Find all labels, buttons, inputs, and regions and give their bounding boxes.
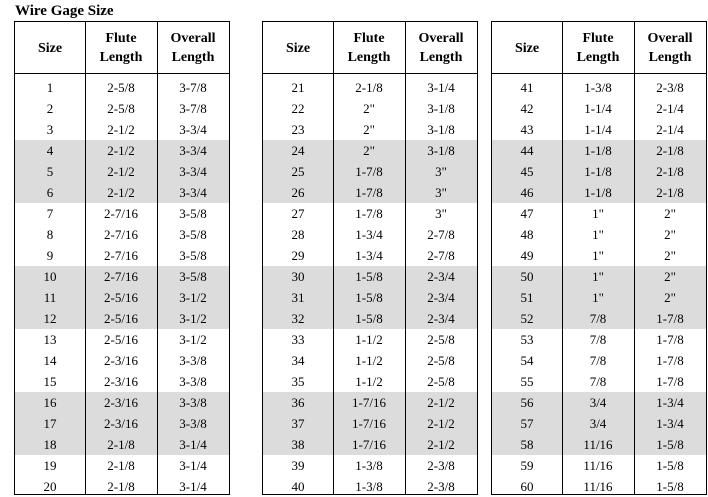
cell-flute: 1" bbox=[592, 269, 604, 284]
cell-flute: 1-1/8 bbox=[584, 143, 612, 158]
cell-flute: 1-1/2 bbox=[355, 332, 383, 347]
cell-size: 52 bbox=[520, 311, 534, 326]
cell-overall: 2-3/8 bbox=[427, 479, 455, 494]
cell-flute: 3/4 bbox=[589, 416, 607, 431]
cell-overall: 2-3/4 bbox=[427, 269, 455, 284]
cell-overall: 1-7/8 bbox=[656, 374, 684, 389]
header-flute: Flute Length bbox=[576, 31, 620, 65]
cell-size: 45 bbox=[520, 164, 534, 179]
cell-flute: 1" bbox=[592, 227, 604, 242]
cell-overall: 3-3/8 bbox=[179, 374, 207, 389]
cell-flute: 1-7/8 bbox=[355, 164, 383, 179]
table-row bbox=[263, 119, 477, 140]
cell-overall: 3-1/4 bbox=[427, 80, 455, 95]
table-row bbox=[263, 77, 477, 98]
cell-size: 20 bbox=[43, 479, 57, 494]
cell-flute: 1-5/8 bbox=[355, 290, 383, 305]
cell-size: 40 bbox=[291, 479, 305, 494]
cell-overall: 2-1/4 bbox=[656, 101, 684, 116]
table-row bbox=[492, 476, 706, 497]
table-row bbox=[492, 329, 706, 350]
cell-size: 5 bbox=[46, 164, 54, 179]
table-row bbox=[15, 245, 229, 266]
cell-flute: 2-1/8 bbox=[107, 458, 135, 473]
cell-overall: 2-1/8 bbox=[656, 164, 684, 179]
cell-overall: 2-7/8 bbox=[427, 248, 455, 263]
table-title: Wire Gage Size bbox=[15, 3, 114, 19]
cell-overall: 2-1/2 bbox=[427, 437, 455, 452]
cell-size: 28 bbox=[291, 227, 305, 242]
cell-flute: 1-7/16 bbox=[352, 437, 386, 452]
table-row bbox=[263, 161, 477, 182]
cell-size: 38 bbox=[291, 437, 305, 452]
table-row bbox=[492, 455, 706, 476]
cell-size: 39 bbox=[291, 458, 305, 473]
cell-size: 51 bbox=[520, 290, 534, 305]
header-size: Size bbox=[285, 40, 311, 56]
table-row bbox=[263, 140, 477, 161]
table-row bbox=[15, 77, 229, 98]
cell-flute: 1-1/8 bbox=[584, 164, 612, 179]
column-divider bbox=[405, 22, 406, 494]
cell-flute: 2-7/16 bbox=[104, 269, 138, 284]
cell-flute: 1-3/8 bbox=[355, 479, 383, 494]
cell-size: 27 bbox=[291, 206, 305, 221]
cell-overall: 2-1/4 bbox=[656, 122, 684, 137]
cell-overall: 2-3/4 bbox=[427, 290, 455, 305]
cell-size: 7 bbox=[46, 206, 54, 221]
table-row bbox=[492, 182, 706, 203]
cell-flute: 2-1/2 bbox=[107, 143, 135, 158]
table-row bbox=[492, 371, 706, 392]
table-row bbox=[263, 266, 477, 287]
table-row bbox=[492, 392, 706, 413]
cell-size: 57 bbox=[520, 416, 534, 431]
cell-flute: 2-1/2 bbox=[107, 122, 135, 137]
header-overall: Overall Length bbox=[647, 31, 693, 65]
cell-overall: 3-1/4 bbox=[179, 479, 207, 494]
cell-flute: 11/16 bbox=[583, 458, 613, 473]
table-row bbox=[15, 476, 229, 497]
cell-overall: 3-7/8 bbox=[179, 101, 207, 116]
cell-flute: 1-3/8 bbox=[584, 80, 612, 95]
table-row bbox=[15, 161, 229, 182]
cell-flute: 1-7/16 bbox=[352, 395, 386, 410]
cell-overall: 2-3/8 bbox=[656, 80, 684, 95]
table-row bbox=[263, 182, 477, 203]
cell-flute: 1" bbox=[592, 290, 604, 305]
table-row bbox=[492, 413, 706, 434]
size-table-3 bbox=[491, 21, 707, 495]
cell-flute: 1" bbox=[592, 248, 604, 263]
cell-size: 56 bbox=[520, 395, 534, 410]
cell-flute: 1-1/4 bbox=[584, 122, 612, 137]
cell-flute: 1-1/8 bbox=[584, 185, 612, 200]
table-row bbox=[263, 245, 477, 266]
table-row bbox=[263, 287, 477, 308]
cell-overall: 2-1/8 bbox=[656, 143, 684, 158]
cell-flute: 1-3/4 bbox=[355, 227, 383, 242]
cell-overall: 3-7/8 bbox=[179, 80, 207, 95]
table-header bbox=[263, 22, 477, 74]
table-row bbox=[15, 98, 229, 119]
cell-overall: 1-3/4 bbox=[656, 416, 684, 431]
cell-overall: 3-3/4 bbox=[179, 143, 207, 158]
cell-size: 44 bbox=[520, 143, 534, 158]
cell-size: 9 bbox=[46, 248, 54, 263]
cell-size: 2 bbox=[46, 101, 54, 116]
table-row bbox=[492, 350, 706, 371]
cell-size: 37 bbox=[291, 416, 305, 431]
cell-overall: 3-5/8 bbox=[179, 269, 207, 284]
cell-overall: 3-3/4 bbox=[179, 164, 207, 179]
cell-overall: 2-5/8 bbox=[427, 374, 455, 389]
cell-overall: 2" bbox=[664, 227, 676, 242]
cell-size: 32 bbox=[291, 311, 305, 326]
cell-size: 18 bbox=[43, 437, 57, 452]
cell-flute: 1-7/8 bbox=[355, 206, 383, 221]
cell-size: 29 bbox=[291, 248, 305, 263]
cell-size: 30 bbox=[291, 269, 305, 284]
cell-overall: 3-3/4 bbox=[179, 122, 207, 137]
table-row bbox=[15, 203, 229, 224]
cell-flute: 2" bbox=[363, 101, 375, 116]
table-row bbox=[15, 413, 229, 434]
cell-flute: 1-3/8 bbox=[355, 458, 383, 473]
cell-flute: 2-5/16 bbox=[104, 332, 138, 347]
table-row bbox=[15, 182, 229, 203]
cell-flute: 1-1/4 bbox=[584, 101, 612, 116]
table-row bbox=[15, 266, 229, 287]
table-row bbox=[15, 308, 229, 329]
table-row bbox=[15, 392, 229, 413]
cell-overall: 2-1/2 bbox=[427, 395, 455, 410]
cell-flute: 2-3/16 bbox=[104, 416, 138, 431]
cell-flute: 1-3/4 bbox=[355, 248, 383, 263]
table-row bbox=[15, 455, 229, 476]
cell-overall: 3" bbox=[435, 206, 447, 221]
cell-size: 35 bbox=[291, 374, 305, 389]
table-row bbox=[263, 392, 477, 413]
cell-size: 33 bbox=[291, 332, 305, 347]
cell-flute: 1-1/2 bbox=[355, 353, 383, 368]
cell-overall: 1-7/8 bbox=[656, 311, 684, 326]
table-row bbox=[15, 287, 229, 308]
cell-flute: 2-5/8 bbox=[107, 80, 135, 95]
cell-overall: 2-5/8 bbox=[427, 332, 455, 347]
table-row bbox=[263, 224, 477, 245]
cell-overall: 2" bbox=[664, 206, 676, 221]
cell-overall: 1-5/8 bbox=[656, 458, 684, 473]
cell-flute: 1-5/8 bbox=[355, 311, 383, 326]
header-flute: Flute Length bbox=[99, 31, 143, 65]
table-row bbox=[263, 203, 477, 224]
cell-overall: 3-5/8 bbox=[179, 227, 207, 242]
header-size: Size bbox=[514, 40, 540, 56]
cell-overall: 3-1/8 bbox=[427, 143, 455, 158]
cell-overall: 2-1/8 bbox=[656, 185, 684, 200]
table-row bbox=[492, 224, 706, 245]
cell-flute: 1-7/8 bbox=[355, 185, 383, 200]
cell-flute: 2-7/16 bbox=[104, 206, 138, 221]
header-flute: Flute Length bbox=[347, 31, 391, 65]
table-row bbox=[263, 350, 477, 371]
cell-flute: 1-7/16 bbox=[352, 416, 386, 431]
table-row bbox=[492, 161, 706, 182]
cell-overall: 3" bbox=[435, 164, 447, 179]
cell-flute: 1-1/2 bbox=[355, 374, 383, 389]
cell-flute: 1-5/8 bbox=[355, 269, 383, 284]
cell-overall: 3-1/2 bbox=[179, 332, 207, 347]
cell-flute: 2-3/16 bbox=[104, 395, 138, 410]
table-row bbox=[263, 371, 477, 392]
cell-size: 48 bbox=[520, 227, 534, 242]
table-row bbox=[263, 455, 477, 476]
cell-overall: 3-1/4 bbox=[179, 458, 207, 473]
cell-size: 12 bbox=[43, 311, 57, 326]
cell-flute: 1" bbox=[592, 206, 604, 221]
cell-overall: 3-1/2 bbox=[179, 311, 207, 326]
cell-size: 36 bbox=[291, 395, 305, 410]
cell-overall: 2" bbox=[664, 290, 676, 305]
cell-flute: 7/8 bbox=[589, 311, 607, 326]
cell-size: 15 bbox=[43, 374, 57, 389]
column-divider bbox=[333, 22, 334, 494]
table-row bbox=[492, 287, 706, 308]
table-row bbox=[15, 119, 229, 140]
cell-overall: 1-3/4 bbox=[656, 395, 684, 410]
cell-size: 19 bbox=[43, 458, 57, 473]
cell-flute: 2" bbox=[363, 143, 375, 158]
cell-flute: 2-1/8 bbox=[355, 80, 383, 95]
table-row bbox=[492, 77, 706, 98]
cell-size: 14 bbox=[43, 353, 57, 368]
table-row bbox=[263, 329, 477, 350]
table-row bbox=[15, 224, 229, 245]
column-divider bbox=[157, 22, 158, 494]
cell-flute: 2-1/8 bbox=[107, 479, 135, 494]
header-overall: Overall Length bbox=[170, 31, 216, 65]
cell-size: 41 bbox=[520, 80, 534, 95]
table-row bbox=[492, 119, 706, 140]
size-table-2 bbox=[262, 21, 478, 495]
table-header bbox=[492, 22, 706, 74]
cell-size: 46 bbox=[520, 185, 534, 200]
cell-overall: 1-7/8 bbox=[656, 332, 684, 347]
cell-size: 49 bbox=[520, 248, 534, 263]
cell-flute: 2-1/2 bbox=[107, 164, 135, 179]
cell-size: 8 bbox=[46, 227, 54, 242]
cell-overall: 3-1/8 bbox=[427, 101, 455, 116]
cell-size: 31 bbox=[291, 290, 305, 305]
table-header bbox=[15, 22, 229, 74]
cell-size: 53 bbox=[520, 332, 534, 347]
cell-overall: 3-1/4 bbox=[179, 437, 207, 452]
table-row bbox=[15, 434, 229, 455]
cell-size: 42 bbox=[520, 101, 534, 116]
table-row bbox=[15, 371, 229, 392]
table-row bbox=[492, 245, 706, 266]
column-divider bbox=[634, 22, 635, 494]
table-row bbox=[263, 476, 477, 497]
cell-size: 22 bbox=[291, 101, 305, 116]
size-table-1 bbox=[14, 21, 230, 495]
table-row bbox=[263, 308, 477, 329]
table-row bbox=[492, 308, 706, 329]
cell-flute: 2-7/16 bbox=[104, 248, 138, 263]
cell-overall: 2" bbox=[664, 269, 676, 284]
table-row bbox=[492, 203, 706, 224]
table-row bbox=[15, 140, 229, 161]
cell-size: 59 bbox=[520, 458, 534, 473]
cell-size: 24 bbox=[291, 143, 305, 158]
header-size: Size bbox=[37, 40, 63, 56]
cell-size: 23 bbox=[291, 122, 305, 137]
cell-size: 50 bbox=[520, 269, 534, 284]
table-row bbox=[492, 140, 706, 161]
cell-size: 47 bbox=[520, 206, 534, 221]
cell-overall: 1-5/8 bbox=[656, 437, 684, 452]
cell-size: 1 bbox=[46, 80, 54, 95]
cell-size: 55 bbox=[520, 374, 534, 389]
header-overall: Overall Length bbox=[418, 31, 464, 65]
cell-flute: 2-3/16 bbox=[104, 353, 138, 368]
table-row bbox=[492, 98, 706, 119]
cell-size: 25 bbox=[291, 164, 305, 179]
table-row bbox=[15, 350, 229, 371]
cell-size: 60 bbox=[520, 479, 534, 494]
cell-size: 34 bbox=[291, 353, 305, 368]
cell-flute: 2-5/8 bbox=[107, 101, 135, 116]
cell-overall: 3-5/8 bbox=[179, 206, 207, 221]
table-row bbox=[263, 98, 477, 119]
column-divider bbox=[85, 22, 86, 494]
cell-size: 54 bbox=[520, 353, 534, 368]
cell-overall: 1-7/8 bbox=[656, 353, 684, 368]
cell-overall: 2-3/8 bbox=[427, 458, 455, 473]
table-row bbox=[492, 266, 706, 287]
cell-flute: 2-7/16 bbox=[104, 227, 138, 242]
cell-flute: 2-1/2 bbox=[107, 185, 135, 200]
cell-flute: 7/8 bbox=[589, 332, 607, 347]
cell-flute: 7/8 bbox=[589, 353, 607, 368]
cell-flute: 11/16 bbox=[583, 437, 613, 452]
cell-size: 43 bbox=[520, 122, 534, 137]
cell-overall: 3-3/8 bbox=[179, 416, 207, 431]
cell-flute: 2-5/16 bbox=[104, 311, 138, 326]
cell-size: 4 bbox=[46, 143, 54, 158]
cell-overall: 3-3/4 bbox=[179, 185, 207, 200]
cell-flute: 2" bbox=[363, 122, 375, 137]
cell-size: 16 bbox=[43, 395, 57, 410]
cell-flute: 2-1/8 bbox=[107, 437, 135, 452]
cell-size: 6 bbox=[46, 185, 54, 200]
cell-overall: 2-1/2 bbox=[427, 416, 455, 431]
cell-size: 11 bbox=[43, 290, 57, 305]
cell-overall: 3-1/8 bbox=[427, 122, 455, 137]
cell-size: 13 bbox=[43, 332, 57, 347]
cell-size: 26 bbox=[291, 185, 305, 200]
cell-size: 10 bbox=[43, 269, 57, 284]
cell-overall: 2" bbox=[664, 248, 676, 263]
table-row bbox=[15, 329, 229, 350]
cell-overall: 3-3/8 bbox=[179, 395, 207, 410]
cell-overall: 2-7/8 bbox=[427, 227, 455, 242]
cell-overall: 3-1/2 bbox=[179, 290, 207, 305]
cell-overall: 2-3/4 bbox=[427, 311, 455, 326]
table-row bbox=[492, 434, 706, 455]
cell-size: 17 bbox=[43, 416, 57, 431]
cell-flute: 11/16 bbox=[583, 479, 613, 494]
cell-size: 21 bbox=[291, 80, 305, 95]
table-row bbox=[263, 413, 477, 434]
table-row bbox=[263, 434, 477, 455]
cell-overall: 3" bbox=[435, 185, 447, 200]
column-divider bbox=[562, 22, 563, 494]
cell-overall: 2-5/8 bbox=[427, 353, 455, 368]
cell-flute: 7/8 bbox=[589, 374, 607, 389]
cell-size: 58 bbox=[520, 437, 534, 452]
cell-overall: 3-5/8 bbox=[179, 248, 207, 263]
cell-flute: 3/4 bbox=[589, 395, 607, 410]
cell-flute: 2-3/16 bbox=[104, 374, 138, 389]
cell-size: 3 bbox=[46, 122, 54, 137]
cell-flute: 2-5/16 bbox=[104, 290, 138, 305]
cell-overall: 3-3/8 bbox=[179, 353, 207, 368]
cell-overall: 1-5/8 bbox=[656, 479, 684, 494]
